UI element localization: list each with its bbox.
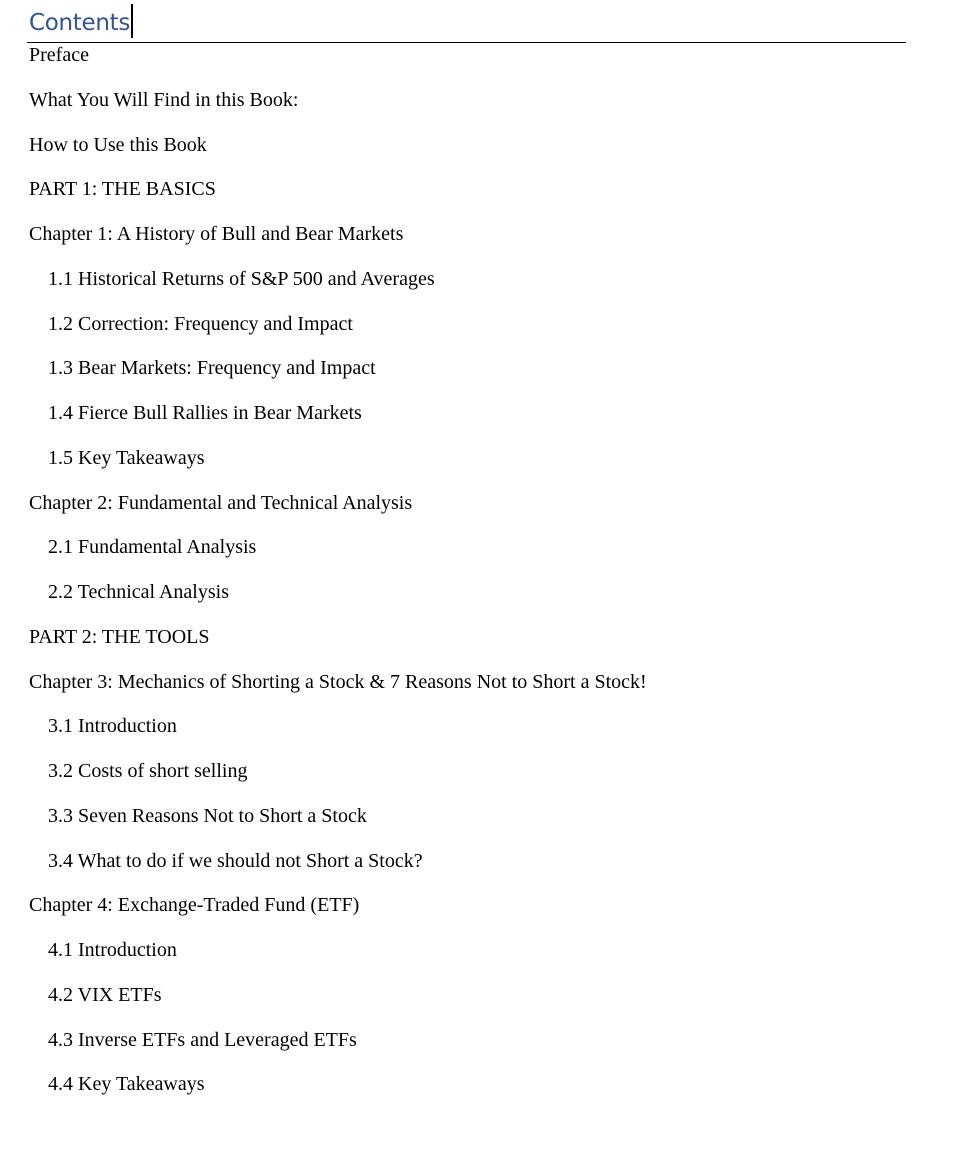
toc-heading-text: Contents (29, 10, 131, 36)
toc-section-entry[interactable]: 4.4 Key Takeaways (48, 1073, 205, 1096)
toc-chapter-entry[interactable]: PART 1: THE BASICS (29, 178, 216, 201)
toc-section-entry[interactable]: 1.5 Key Takeaways (48, 446, 205, 469)
toc-chapter-entry[interactable]: Preface (29, 44, 89, 66)
toc-chapter-entry[interactable]: Chapter 1: A History of Bull and Bear Markets (29, 223, 404, 245)
toc-section-entry[interactable]: 2.2 Technical Analysis (48, 581, 229, 603)
toc-section-entry[interactable]: 1.2 Correction: Frequency and Impact (48, 312, 353, 335)
toc-chapter-entry[interactable]: What You Will Find in this Book: (29, 88, 299, 111)
toc-section-entry[interactable]: 1.4 Fierce Bull Rallies in Bear Markets (48, 402, 362, 424)
toc-section-entry[interactable]: 1.3 Bear Markets: Frequency and Impact (48, 357, 376, 380)
toc-section-entry[interactable]: 3.2 Costs of short selling (48, 760, 248, 782)
toc-list (29, 33, 647, 1107)
toc-section-entry[interactable]: 4.3 Inverse ETFs and Leveraged ETFs (48, 1028, 357, 1051)
toc-chapter-entry[interactable]: How to Use this Book (29, 133, 207, 156)
toc-chapter-entry[interactable]: Chapter 3: Mechanics of Shorting a Stock & 7 Reasons Not to Short a Stock! (29, 670, 647, 693)
toc-chapter-entry[interactable]: Chapter 2: Fundamental and Technical Analysis (29, 491, 413, 514)
toc-section-entry[interactable]: 1.1 Historical Returns of S&P 500 and Averages (48, 267, 435, 290)
toc-chapter-entry[interactable]: Chapter 4: Exchange-Traded Fund (ETF) (29, 894, 360, 917)
toc-section-entry[interactable]: 3.3 Seven Reasons Not to Short a Stock (48, 804, 367, 827)
toc-chapter-entry[interactable]: PART 2: THE TOOLS (29, 625, 210, 648)
toc-section-entry[interactable]: 3.1 Introduction (48, 715, 177, 738)
toc-section-entry[interactable]: 2.1 Fundamental Analysis (48, 536, 257, 559)
toc-section-entry[interactable]: 4.1 Introduction (48, 939, 177, 961)
toc-section-entry[interactable]: 3.4 What to do if we should not Short a Stock? (48, 849, 423, 872)
toc-section-entry[interactable]: 4.2 VIX ETFs (48, 983, 162, 1006)
